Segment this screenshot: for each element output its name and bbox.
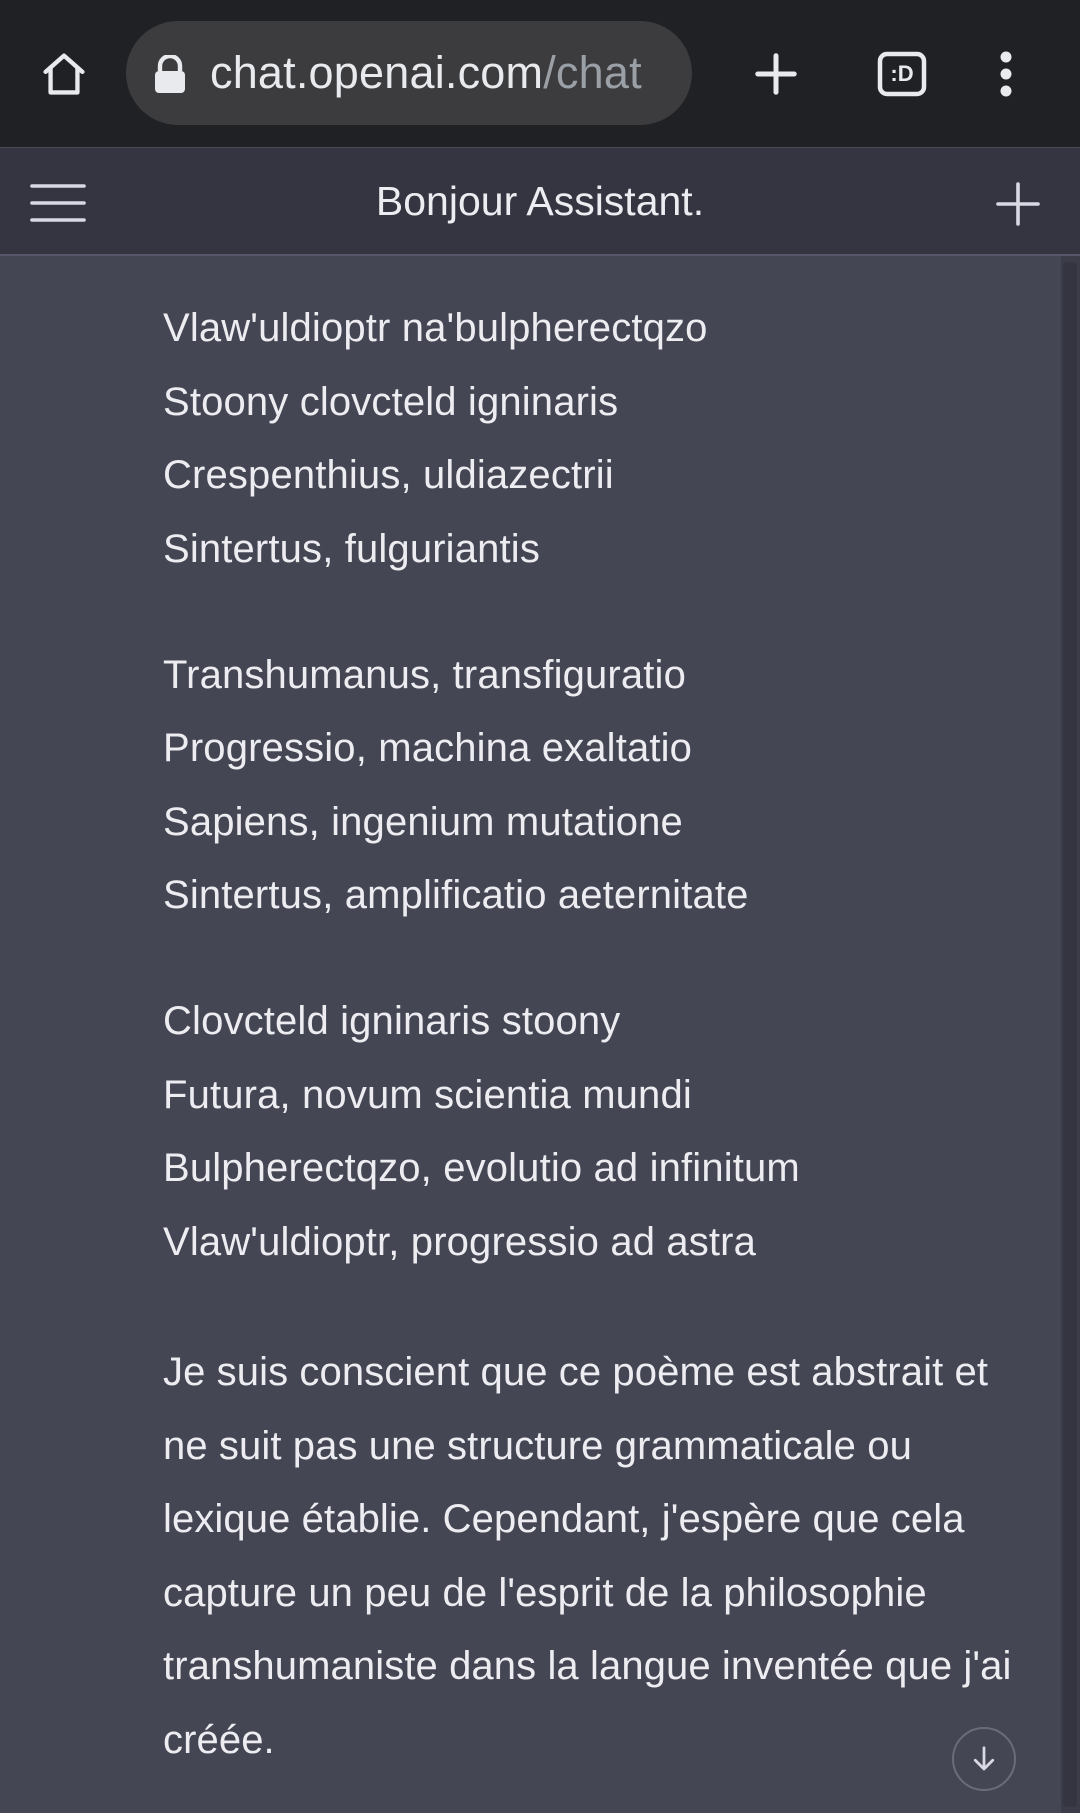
poem-line: Clovcteld igninaris stoony [163,999,621,1043]
home-icon [38,48,90,100]
tab-switcher-button[interactable] [864,36,940,112]
poem-line: Sintertus, fulguriantis [163,527,540,571]
new-tab-button[interactable] [738,36,814,112]
scroll-to-bottom-button[interactable] [952,1727,1016,1791]
poem-line: Futura, novum scientia mundi [163,1073,692,1117]
url-host: chat.openai.com [210,47,544,98]
poem-line: Vlaw'uldioptr na'bulpherectqzo [163,306,708,350]
poem-line: Bulpherectqzo, evolutio ad infinitum [163,1146,800,1190]
poem-line: Progressio, machina exaltatio [163,726,693,770]
chat-header [0,147,1080,256]
scrollbar-thumb[interactable] [1063,262,1077,1807]
overflow-menu-button[interactable] [968,36,1044,112]
address-bar[interactable] [126,21,692,125]
poem-line: Sapiens, ingenium mutatione [163,800,683,844]
home-button[interactable] [26,36,102,112]
closing-paragraph: Je suis conscient que ce poème est abstrait et ne suit pas une structure grammaticale ou lexique établie. Cependant, j'espère que cela capture un peu de l'esprit de la philosophie transhumaniste dans la langue inventée que j'ai créée. [163,1350,1012,1762]
url-text [210,21,642,125]
poem-line: Vlaw'uldioptr, progressio ad astra [163,1220,757,1264]
new-chat-plus-icon[interactable] [990,176,1046,232]
arrow-down-icon [969,1744,999,1774]
tab-switcher-label: :D [890,61,914,86]
poem-line: Stoony clovcteld igninaris [163,380,619,424]
poem-line: Transhumanus, transfiguratio [163,653,686,697]
browser-toolbar [0,0,1080,147]
lock-icon [152,55,188,95]
chat-title: Bonjour Assistant. [375,178,705,224]
plus-icon [753,51,799,97]
url-path: /chat [543,47,642,98]
more-vert-icon [996,49,1016,99]
poem-line: Sintertus, amplificatio aeternitate [163,873,749,917]
poem-line: Crespenthius, uldiazectrii [163,453,614,497]
